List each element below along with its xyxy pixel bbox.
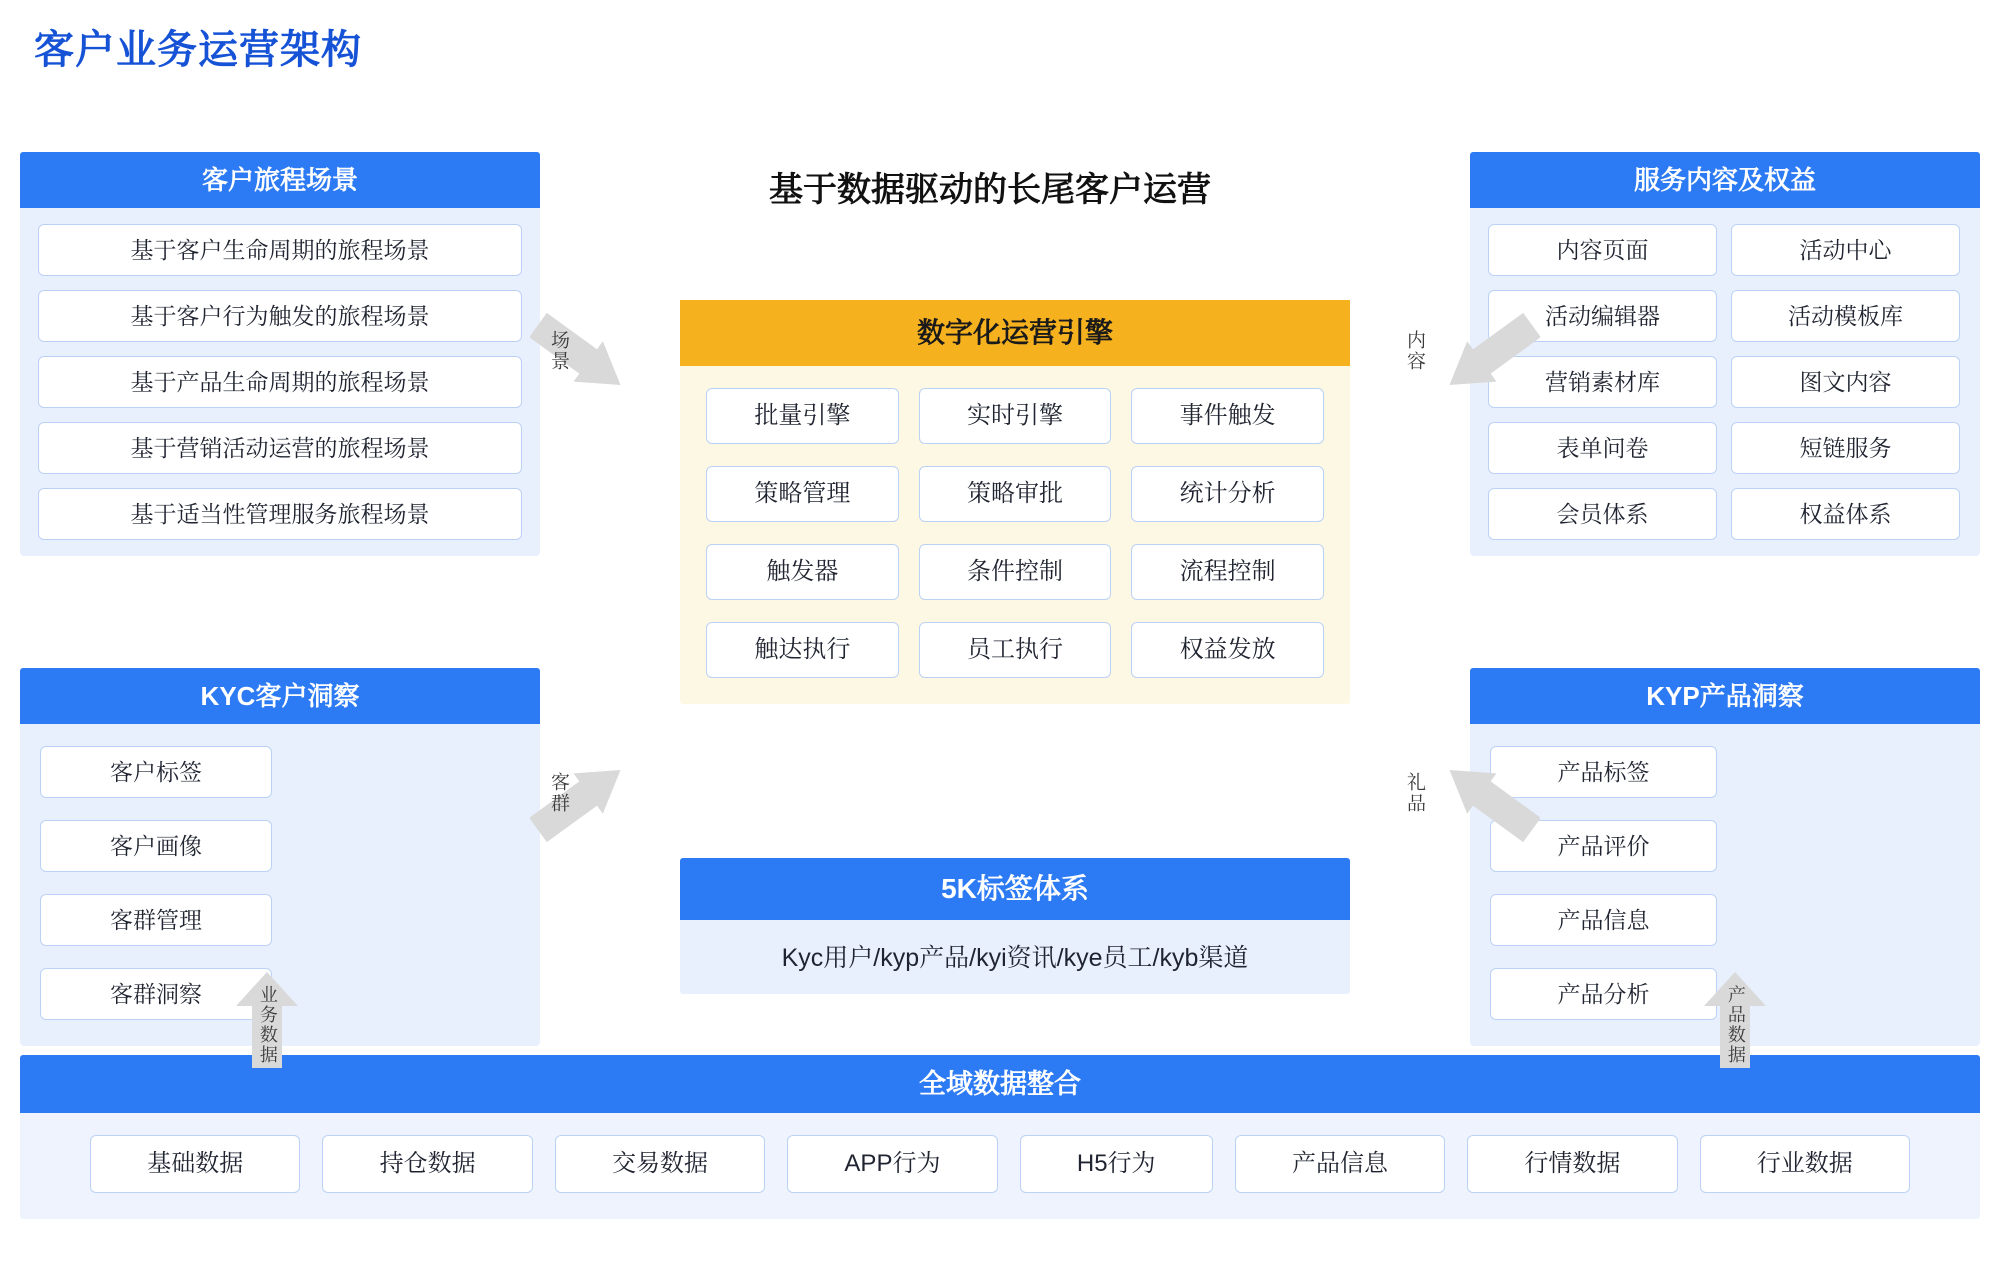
list-item[interactable]: 客户画像 (40, 820, 272, 872)
arrow-label-scene: 场景 (547, 330, 569, 372)
list-item[interactable]: 基础数据 (90, 1135, 300, 1193)
list-item[interactable]: 会员体系 (1488, 488, 1717, 540)
list-item[interactable]: 内容页面 (1488, 224, 1717, 276)
panel-body-customer-journey (20, 208, 540, 556)
panel-tag-system (680, 858, 1350, 994)
engine-item[interactable]: 统计分析 (1131, 466, 1324, 522)
panel-title-tag-system: 5K标签体系 (680, 858, 1350, 920)
engine-item[interactable]: 条件控制 (919, 544, 1112, 600)
panel-global-data-integration (20, 1055, 1980, 1219)
panel-body-global-data (20, 1113, 1980, 1219)
list-item[interactable]: 客户标签 (40, 746, 272, 798)
arrow-label-business-data: 业务数据 (257, 985, 278, 1065)
tag-system-subtitle: Kyc用户/kyp产品/kyi资讯/kye员工/kyb渠道 (781, 944, 1249, 972)
list-item[interactable]: 行业数据 (1700, 1135, 1910, 1193)
arrow-scene-icon (530, 300, 710, 460)
list-item[interactable]: 产品评价 (1490, 820, 1717, 872)
list-item[interactable]: 活动编辑器 (1488, 290, 1717, 342)
panel-customer-journey (20, 152, 540, 556)
list-item[interactable]: 行情数据 (1467, 1135, 1677, 1193)
arrow-label-customer-group: 客群 (547, 772, 569, 814)
engine-capability-grid (680, 366, 1350, 704)
list-item[interactable]: 交易数据 (555, 1135, 765, 1193)
arrow-content-icon (1360, 300, 1540, 460)
engine-item[interactable]: 事件触发 (1131, 388, 1324, 444)
engine-item[interactable]: 触达执行 (706, 622, 899, 678)
engine-item[interactable]: 实时引擎 (919, 388, 1112, 444)
engine-item[interactable]: 策略审批 (919, 466, 1112, 522)
arrow-label-product-data: 产品数据 (1725, 985, 1746, 1065)
list-item[interactable]: 基于产品生命周期的旅程场景 (38, 356, 522, 408)
panel-title-engine: 数字化运营引擎 (680, 300, 1350, 366)
engine-item[interactable]: 触发器 (706, 544, 899, 600)
list-item[interactable]: 客群管理 (40, 894, 272, 946)
panel-service-content (1470, 152, 1980, 556)
panel-title-kyc-insight: KYC客户洞察 (20, 668, 540, 724)
list-item[interactable]: 表单问卷 (1488, 422, 1717, 474)
list-item[interactable]: 基于客户生命周期的旅程场景 (38, 224, 522, 276)
arrow-gift-icon (1360, 700, 1540, 860)
list-item[interactable]: 活动模板库 (1731, 290, 1960, 342)
list-item[interactable]: 客群洞察 (40, 968, 272, 1020)
list-item[interactable]: 持仓数据 (322, 1135, 532, 1193)
list-item[interactable]: 活动中心 (1731, 224, 1960, 276)
center-headline: 基于数据驱动的长尾客户运营 (769, 171, 1211, 209)
list-item[interactable]: 基于营销活动运营的旅程场景 (38, 422, 522, 474)
list-item[interactable]: H5行为 (1020, 1135, 1213, 1193)
engine-item[interactable]: 流程控制 (1131, 544, 1324, 600)
arrow-label-gift: 礼品 (1403, 772, 1425, 814)
panel-title-customer-journey: 客户旅程场景 (20, 152, 540, 208)
list-item[interactable]: 产品信息 (1490, 894, 1717, 946)
list-item[interactable]: 产品标签 (1490, 746, 1717, 798)
list-item[interactable]: 营销素材库 (1488, 356, 1717, 408)
list-item[interactable]: 基于适当性管理服务旅程场景 (38, 488, 522, 540)
engine-item[interactable]: 批量引擎 (706, 388, 899, 444)
engine-item[interactable]: 策略管理 (706, 466, 899, 522)
panel-title-kyp-insight: KYP产品洞察 (1470, 668, 1980, 724)
list-item[interactable]: 权益体系 (1731, 488, 1960, 540)
arrow-label-content: 内容 (1403, 330, 1425, 372)
panel-digital-operation-engine (680, 300, 1350, 704)
list-item[interactable]: 图文内容 (1731, 356, 1960, 408)
engine-item[interactable]: 员工执行 (919, 622, 1112, 678)
panel-body-service-content (1470, 208, 1980, 556)
list-item[interactable]: 基于客户行为触发的旅程场景 (38, 290, 522, 342)
list-item[interactable]: 短链服务 (1731, 422, 1960, 474)
panel-title-service-content: 服务内容及权益 (1470, 152, 1980, 208)
list-item[interactable]: 产品分析 (1490, 968, 1717, 1020)
page-title: 客户业务运营架构 (34, 28, 362, 72)
panel-title-global-data: 全域数据整合 (20, 1055, 1980, 1113)
list-item[interactable]: 产品信息 (1235, 1135, 1445, 1193)
list-item[interactable]: APP行为 (787, 1135, 997, 1193)
engine-item[interactable]: 权益发放 (1131, 622, 1324, 678)
